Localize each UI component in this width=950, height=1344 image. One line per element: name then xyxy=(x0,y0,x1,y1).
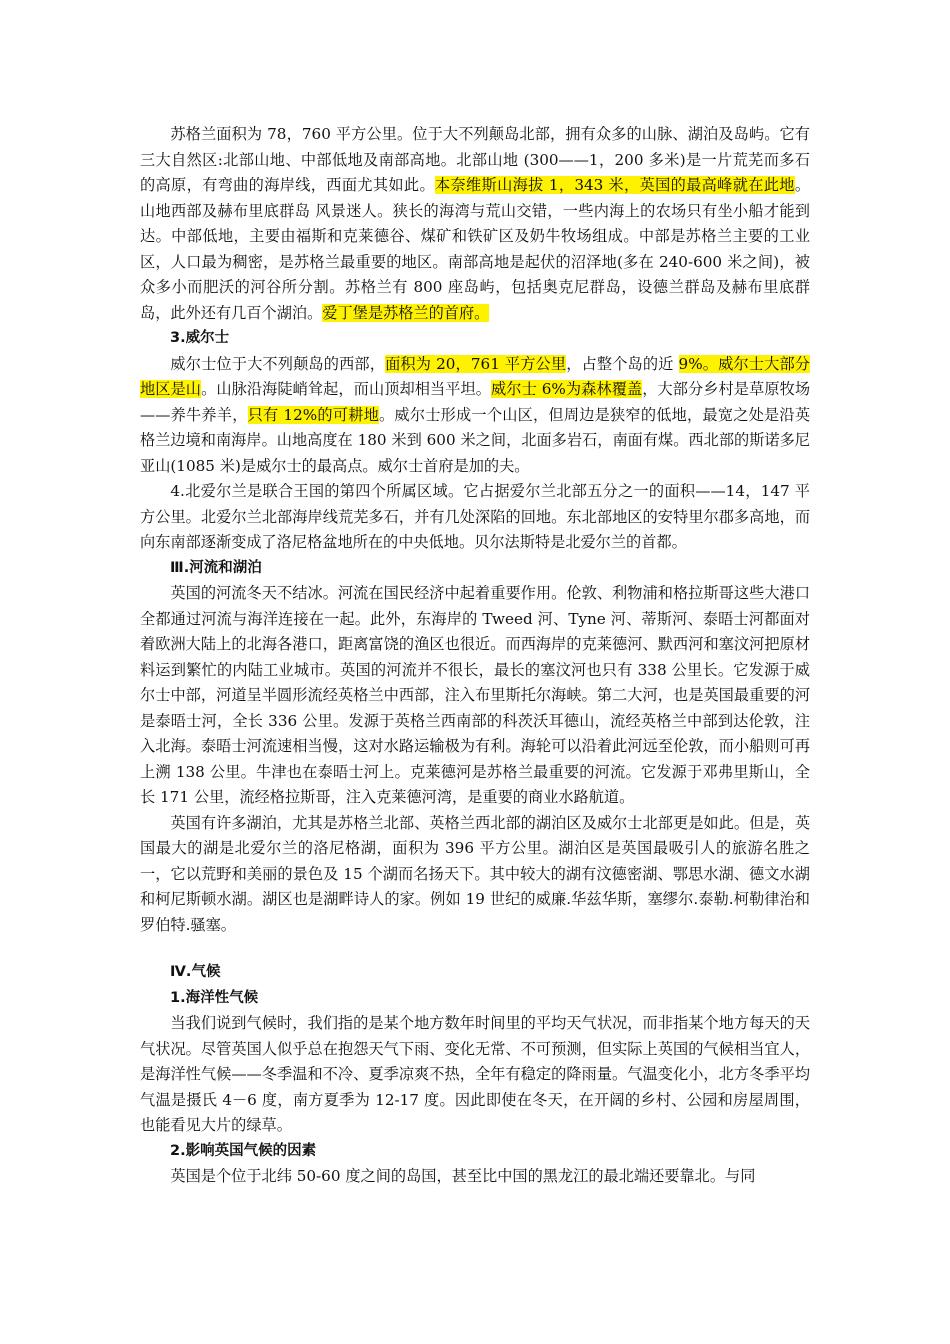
wales-text-3: 。山脉沿海陡峭耸起，而山顶却相当平坦。 xyxy=(201,380,492,398)
wales-text-2: ，占整个岛的近 xyxy=(566,354,679,373)
wales-text-4: ，大部分乡村是草原牧场——养牛养羊， xyxy=(140,380,811,424)
wales-text-5: 。威尔士形成一个山区，但周边是狭窄的低地，最宽之处是沿英格兰边境和南海岸。山地高度在 180 米到 600 米之间，北面多岩石，南面有煤。西北部的斯诺多尼亚山(1085 米)是威尔士的最高点。威尔士首府是加的夫。 xyxy=(140,405,811,475)
heading-maritime-climate: 1.海洋性气候 xyxy=(170,989,259,1006)
wales-paragraph xyxy=(140,352,810,480)
lakes-paragraph: 英国有许多湖泊，尤其是苏格兰北部、英格兰西北部的湖泊区及威尔士北部更是如此。但是，英国最大的湖是北爱尔兰的洛尼格湖，面积为 396 平方公里。湖泊区是英国最吸引人的旅游名胜之一，它以荒野和美丽的景色及 15 个湖而名扬天下。其中较大的湖有汶德密湖、鄂思水湖、德文水湖和柯尼斯顿水湖。湖区也是湖畔诗人的家。例如 19 世纪的威廉.华兹华斯，塞缪尔.泰勒.柯勒律治和罗伯特.骚塞。 xyxy=(140,813,810,934)
heading-climate: Ⅳ.气候 xyxy=(170,964,221,980)
heading-wales: 3.威尔士 xyxy=(170,330,230,346)
section-gap xyxy=(140,938,810,960)
highlight-ben-nevis: 本奈维斯山海拔 1，343 米，英国的最高峰就在此地 xyxy=(434,176,795,194)
document-page xyxy=(140,122,810,1190)
highlight-wales-mountains: 9%。威尔士大部分地区是山 xyxy=(140,354,810,398)
maritime-climate-paragraph: 当我们说到气候时，我们指的是某个地方数年时间里的平均天气状况，而非指某个地方每天的天气状况。尽管英国人似乎总在抱怨天气下雨、变化无常、不可预测，但实际上英国的气候相当宜人，是海洋性气候——冬季温和不冷、夏季凉爽不热，全年有稳定的降雨量。气温变化小，北方冬季平均气温是摄氏 4－6 度，南方夏季为 12-17 度。因此即使在冬天，在开阔的乡村、公园和房屋周围，也能看见大片的绿草。 xyxy=(140,1014,810,1134)
highlight-wales-arable: 只有 12%的可耕地 xyxy=(247,405,380,424)
heading-rivers-lakes: Ⅲ.河流和湖泊 xyxy=(170,559,262,576)
wales-text-1: 威尔士位于大不列颠岛的西部， xyxy=(170,354,386,373)
highlight-wales-area: 面积为 20，761 平方公里 xyxy=(385,354,567,373)
scotland-paragraph xyxy=(140,122,810,326)
heading-climate-factors: 2.影响英国气候的因素 xyxy=(170,1142,317,1159)
scotland-text-1: 苏格兰面积为 78，760 平方公里。位于大不列颠岛北部，拥有众多的山脉、湖泊及岛屿。它有三大自然区:北部山地、中部低地及南部高地。北部山地 (300——1，200 多米)是一片荒芜而多石的高原，有弯曲的海岸线，西面尤其如此。 xyxy=(140,125,810,194)
climate-factors-paragraph: 英国是个位于北纬 50-60 度之间的岛国，甚至比中国的黑龙江的最北端还要靠北。与同 xyxy=(170,1167,756,1185)
scotland-text-2: 。山地西部及赫布里底群岛 风景迷人。狭长的海湾与荒山交错，一些内海上的农场只有坐小船才能到达。中部低地，主要由福斯和克莱德谷、煤矿和铁矿区及奶牛牧场组成。中部是苏格兰主要的工业区，人口最为稠密，是苏格兰最重要的地区。南部高地是起伏的沼泽地(多在 240-600 米之间)，被众多小而肥沃的河谷所分割。苏格兰有 800 座岛屿，包括奥克尼群岛，设德兰群岛及赫布里底群岛，此外还有几百个湖泊。 xyxy=(140,176,810,322)
highlight-wales-forest: 威尔士 6%为森林覆盖 xyxy=(491,380,643,398)
northern-ireland-paragraph: 4.北爱尔兰是联合王国的第四个所属区域。它占据爱尔兰北部五分之一的面积——14，147 平方公里。北爱尔兰北部海岸线荒芜多石，并有几处深陷的回地。东北部地区的安特里尔郡多高地，而向东南部逐渐变成了洛尼格盆地所在的中央低地。贝尔法斯特是北爱尔兰的首都。 xyxy=(140,482,810,551)
highlight-edinburgh: 爱丁堡是苏格兰的首府。 xyxy=(322,303,490,322)
rivers-paragraph: 英国的河流冬天不结冰。河流在国民经济中起着重要作用。伦敦、利物浦和格拉斯哥这些大港口全都通过河流与海洋连接在一起。此外，东海岸的 Tweed 河、Tyne 河、蒂斯河、泰晤士河都面对着欧洲大陆上的北海各港口，距离富饶的渔区也很近。而西海岸的克莱德河、默西河和塞汶河把原材料运到繁忙的内陆工业城市。英国的河流并不很长，最长的塞汶河也只有 338 公里长。它发源于威尔士中部，河道呈半圆形流经英格兰中西部，注入布里斯托尔海峡。第二大河，也是英国最重要的河是泰晤士河，全长 336 公里。发源于英格兰西南部的科茨沃耳德山，流经英格兰中部到达伦敦，注入北海。泰晤士河流速相当慢，这对水路运输极为有利。海轮可以沿着此河远至伦敦，而小船则可再上溯 138 公里。牛津也在泰晤士河上。克莱德河是苏格兰最重要的河流。它发源于邓弗里斯山，全长 171 公里，流经格拉斯哥，注入克莱德河湾，是重要的商业水路航道。 xyxy=(140,584,810,806)
